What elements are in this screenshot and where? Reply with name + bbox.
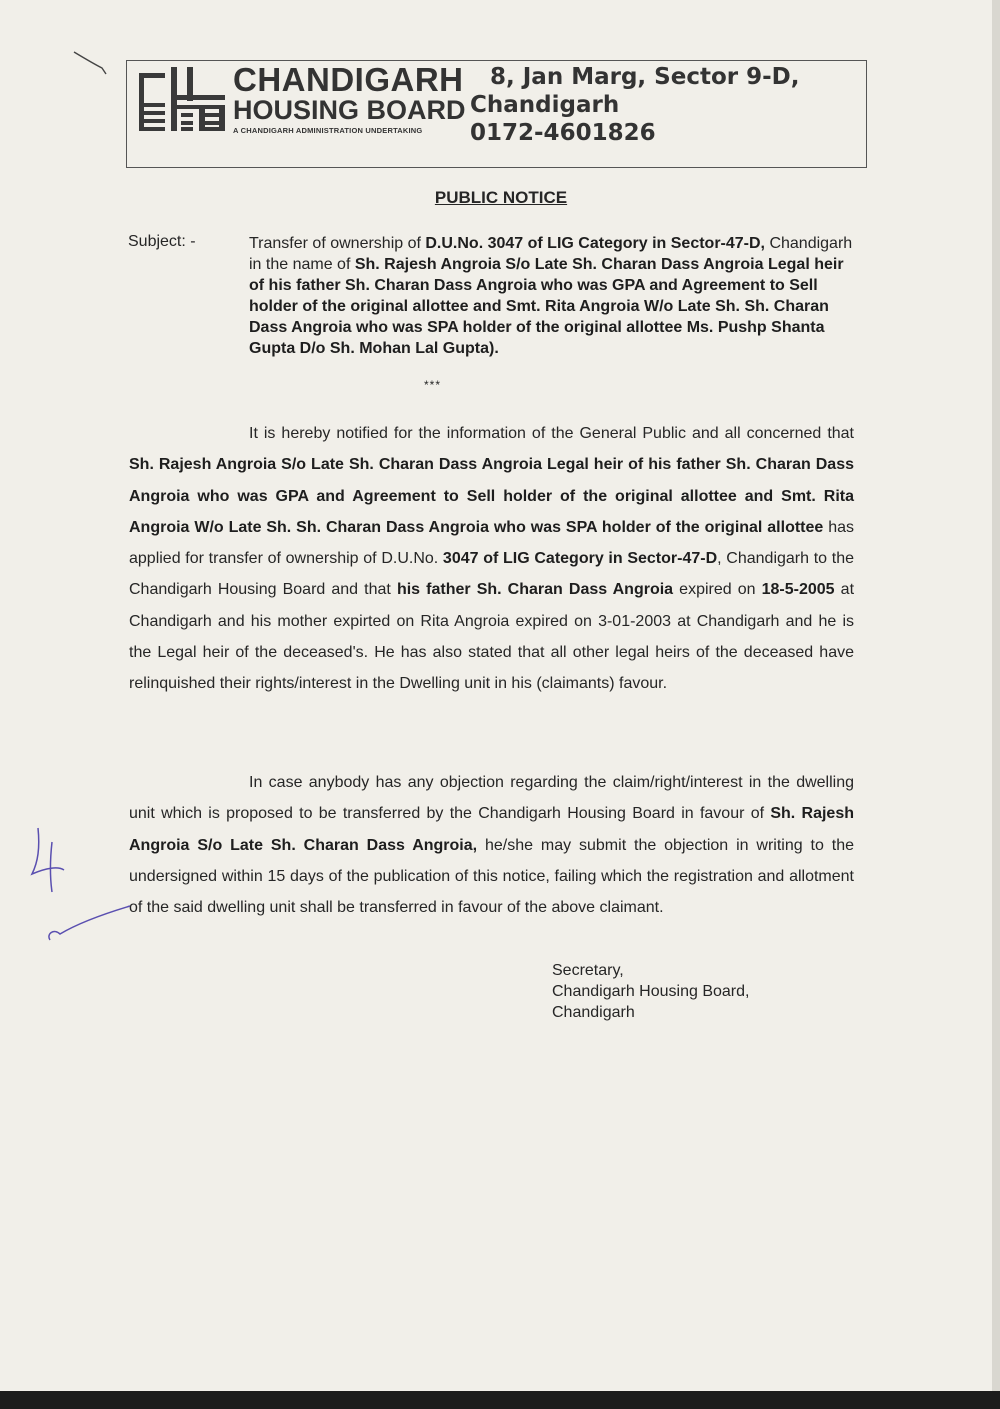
pen-scribble-stroke bbox=[49, 906, 130, 940]
notice-title: PUBLIC NOTICE bbox=[434, 188, 568, 207]
page-edge bbox=[992, 0, 1000, 1409]
org-tagline: A CHANDIGARH ADMINISTRATION UNDERTAKING bbox=[233, 126, 423, 135]
pen-scribble-4 bbox=[32, 828, 64, 892]
subject-text: Transfer of ownership of D.U.No. 3047 of LIG Category in Sector-47-D, Chandigarh in the name of Sh. Rajesh Angroia S/o Late Sh. Charan Dass Angroia Legal heir of his father Sh. Charan Dass Angroia who was GPA and Agreement to Sell holder of the original allottee and Smt. Rita Angroia W/o Late Sh. Sh. Charan Dass Angroia who was SPA holder of the original allottee Ms. Pushp Shanta Gupta D/o Sh. Mohan Lal Gupta). bbox=[249, 235, 853, 357]
signature-block bbox=[552, 960, 749, 1023]
signatory-title: Secretary, bbox=[552, 962, 624, 979]
org-name-line2: HOUSING BOARD bbox=[233, 95, 466, 125]
org-name-line1: CHANDIGARH bbox=[233, 61, 464, 98]
address-block bbox=[470, 63, 800, 147]
separator: *** bbox=[424, 378, 442, 392]
address-line2: Chandigarh bbox=[470, 92, 620, 118]
phone-number: 0172-4601826 bbox=[470, 120, 656, 146]
subject-label: Subject: - bbox=[128, 233, 196, 250]
corner-tick bbox=[74, 52, 106, 74]
signatory-city: Chandigarh bbox=[552, 1004, 635, 1021]
notice-paragraph-2: In case anybody has any objection regarding the claim/right/interest in the dwelling unit which is proposed to be transferred by the Chandigarh Housing Board in favour of Sh. Rajesh Angroia S/o Late Sh. Charan Dass Angroia, he/she may submit the objection in writing to the undersigned within 15 days of the publication of this notice, failing which the registration and allotment of the said dwelling unit shall be transferred in favour of the above claimant. bbox=[129, 774, 854, 917]
org-name bbox=[233, 63, 466, 135]
scan-bottom-edge bbox=[0, 1391, 1000, 1409]
signatory-org: Chandigarh Housing Board, bbox=[552, 983, 750, 1000]
notice-paragraph-1: It is hereby notified for the information of the General Public and all concerned that Sh. Rajesh Angroia S/o Late Sh. Charan Dass Angroia Legal heir of his father Sh. Charan Dass Angroia who was GPA and Agreement to Sell holder of the original allottee and Smt. Rita Angroia W/o Late Sh. Sh. Charan Dass Angroia who was SPA holder of the original allottee has applied for transfer of ownership of D.U.No. 3047 of LIG Category in Sector-47-D, Chandigarh to the Chandigarh Housing Board and that his father Sh. Charan Dass Angroia expired on 18-5-2005 at Chandigarh and his mother expirted on Rita Angroia expired on 3-01-2003 at Chandigarh and he is the Legal heir of the deceased's. He has also stated that all other legal heirs of the deceased have relinquished their rights/interest in the Dwelling unit in his (claimants) favour. bbox=[129, 425, 855, 693]
letterhead bbox=[126, 60, 867, 168]
chb-logo-icon bbox=[137, 67, 229, 133]
address-line1: 8, Jan Marg, Sector 9-D, bbox=[490, 64, 800, 90]
